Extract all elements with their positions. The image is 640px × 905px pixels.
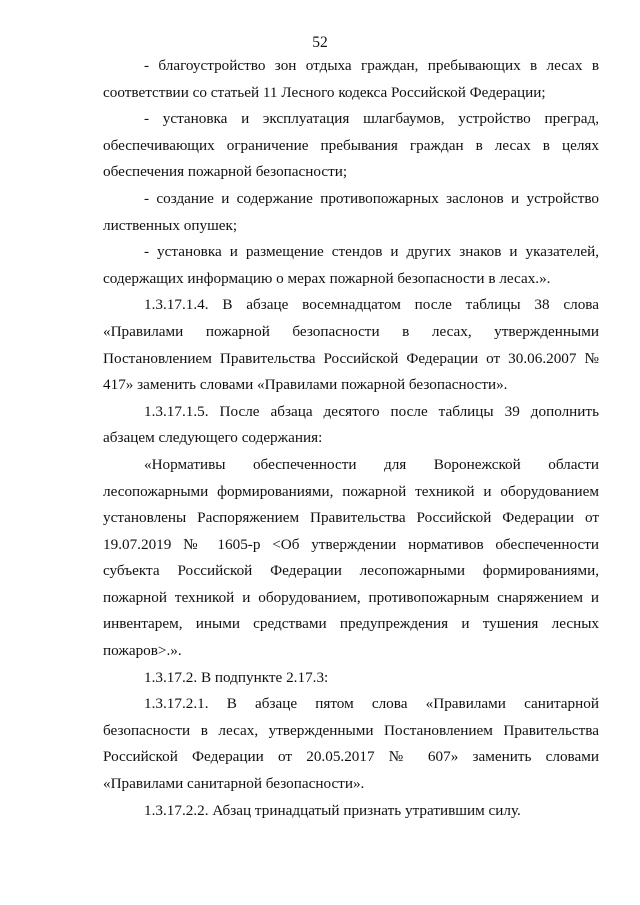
paragraph-recreation-zones: - благоустройство зон отдыха граждан, пребывающих в лесах в соответствии со статьей 11 Лесного кодекса Российской Федерации; xyxy=(103,57,599,101)
page-number: 52 xyxy=(312,34,328,51)
paragraph-1-3-17-1-5: 1.3.17.1.5. После абзаца десятого после таблицы 39 дополнить абзацем следующего содержания: xyxy=(103,402,599,447)
paragraph-1-3-17-2-1: 1.3.17.2.1. В абзаце пятом слова «Правилами санитарной безопасности в лесах, утвержденными Постановлением Правительства Российской Федерации от 20.05.2017 № 607» заменить словами «Правилами санитарной безопасности». xyxy=(103,695,599,793)
document-body xyxy=(103,53,599,824)
paragraph-quoted-norms: «Нормативы обеспеченности для Воронежской области лесопожарными формированиями, пожарной техникой и оборудованием установлены Распоряжением Правительства Российской Федерации от 19.07.2019 № 1605-р <Об утверждении нормативов обеспеченности субъекта Российской Федерации лесопожарными формированиями, пожарной техникой и оборудованием, противопожарным снаряжением и инвентарем, иными средствами предупреждения и тушения лесных пожаров>.». xyxy=(103,455,599,660)
paragraph-information-stands: - установка и размещение стендов и других знаков и указателей, содержащих информацию о мерах пожарной безопасности в лесах.». xyxy=(103,243,599,287)
paragraph-firebreaks: - создание и содержание противопожарных заслонов и устройство лиственных опушек; xyxy=(103,189,599,234)
paragraph-1-3-17-1-4: 1.3.17.1.4. В абзаце восемнадцатом после таблицы 38 слова «Правилами пожарной безопасности в лесах, утвержденными Постановлением Правительства Российской Федерации от 30.06.2007 № 417» заменить словами «Правилами пожарной безопасности». xyxy=(103,296,599,394)
paragraph-1-3-17-2-2: 1.3.17.2.2. Абзац тринадцатый признать утратившим силу. xyxy=(144,801,521,819)
paragraph-1-3-17-2: 1.3.17.2. В подпункте 2.17.3: xyxy=(144,668,329,686)
paragraph-barriers: - установка и эксплуатация шлагбаумов, устройство преград, обеспечивающих ограничение пребывания граждан в лесах в целях обеспечения пожарной безопасности; xyxy=(103,110,599,181)
